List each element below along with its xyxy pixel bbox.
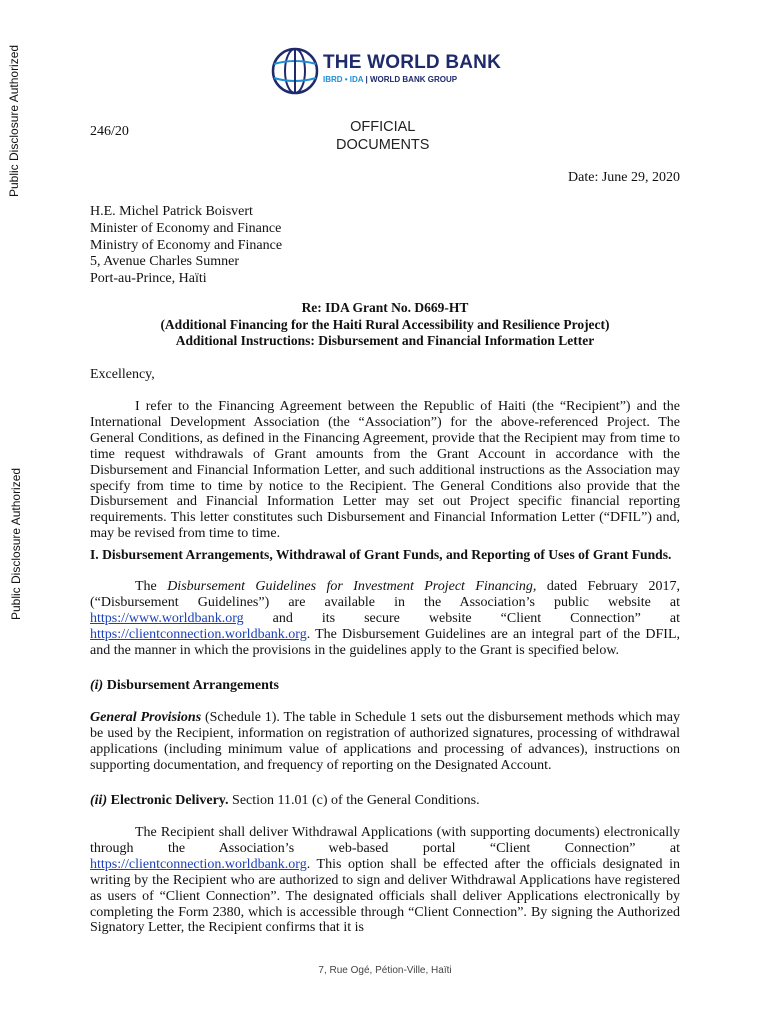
- address-line: Port-au-Prince, Haïti: [90, 271, 207, 287]
- logo-group: | WORLD BANK GROUP: [363, 75, 458, 84]
- intro-paragraph: I refer to the Financing Agreement between the Republic of Haiti (the “Recipient”) and the International Development Association (the “Association”) for the above-referenced Project. The General Conditions, as defined in the Financing Agreement, provide that the Recipient may from time to time request withdrawals of Grant amounts from the Grant Account in accordance with the Disbursement and Financial Information Letter, and such additional instructions as the Association may specify from time to time by notice to the Recipient. The General Conditions also provide that the Disbursement and Financial Information Letter may set out Project specific financial reporting requirements. This letter constitutes such Disbursement and Financial Information Letter (“DFIL”) and, may be revised from time to time.: [90, 399, 680, 542]
- subsection-number: (i): [90, 678, 104, 693]
- subsection-title: Electronic Delivery.: [107, 793, 229, 808]
- general-provisions-title: General Provisions: [90, 710, 202, 725]
- text-run: The: [135, 579, 168, 594]
- text-run: Section 11.01 (c) of the General Conditions.: [228, 793, 480, 808]
- disclosure-label-top: Public Disclosure Authorized: [7, 44, 21, 197]
- world-bank-logo: [270, 46, 510, 96]
- globe-icon: [270, 46, 320, 96]
- official-line: OFFICIAL: [350, 119, 416, 135]
- address-line: Ministry of Economy and Finance: [90, 237, 283, 253]
- address-line: 5, Avenue Charles Sumner: [90, 254, 240, 270]
- text-run: dated February 2017, (“Disbursement Guidelines”) are available in the Association’s public website at: [90, 579, 681, 610]
- recipient-address: [90, 204, 282, 288]
- text-run: . This option shall be effected after the officials designated in writing by the Recipient who are authorized to sign and deliver Withdrawal Applications have registered as users of “Client Connection”. The designated officials shall deliver Applications electronically by completing the Form 2380, which is accessible through “Client Connection”. By signing the Authorized Signatory Letter, the Recipient confirms that it is: [90, 856, 680, 936]
- electronic-delivery-paragraph: [90, 825, 680, 936]
- address-line: Minister of Economy and Finance: [90, 220, 282, 236]
- salutation: Excellency,: [90, 367, 155, 382]
- subsection-number: (ii): [90, 793, 108, 808]
- official-documents-stamp: [336, 118, 429, 154]
- section-heading: I. Disbursement Arrangements, Withdrawal of Grant Funds, and Reporting of Uses of Grant Funds.: [90, 547, 672, 562]
- subject-line: Additional Instructions: Disbursement and Financial Information Letter: [175, 333, 595, 348]
- disclosure-label-middle: Public Disclosure Authorized: [9, 467, 23, 620]
- text-run: (Schedule 1). The table in Schedule 1 sets out the disbursement methods which may be used by the Recipient, information on registration of authorized signatures, processing of withdrawal applications (including minimum value of applications and processing of advances), instructions on supporting documentation, and frequency of reporting on the Designated Account.: [90, 710, 680, 773]
- documents-line: DOCUMENTS: [336, 137, 430, 153]
- address-line: H.E. Michel Patrick Boisvert: [90, 204, 253, 219]
- footer-address: 7, Rue Ogé, Pétion-Ville, Haïti: [318, 965, 452, 976]
- subsection-title: Disbursement Arrangements: [103, 678, 279, 693]
- reference-number: 246/20: [90, 124, 129, 139]
- worldbank-link[interactable]: https://www.worldbank.org: [90, 610, 244, 626]
- text-run: and its secure website “Client Connection” at: [243, 610, 680, 626]
- subject-line: (Additional Financing for the Haiti Rural Accessibility and Resilience Project): [160, 316, 610, 332]
- logo-title: THE WORLD BANK: [323, 52, 502, 73]
- general-provisions-paragraph: [90, 710, 680, 774]
- guidelines-title: Disbursement Guidelines for Investment Project Financing,: [167, 579, 537, 594]
- subject-block: [90, 300, 680, 350]
- guidelines-paragraph: [90, 579, 680, 659]
- letter-date: Date: June 29, 2020: [568, 170, 680, 185]
- clientconnection-link[interactable]: https://clientconnection.worldbank.org: [90, 856, 307, 872]
- text-run: . The Disbursement Guidelines are an integral part of the DFIL, and the manner in which the provisions in the guidelines apply to the Grant is specified below.: [90, 626, 680, 658]
- subject-line: Re: IDA Grant No. D669-HT: [301, 300, 469, 315]
- subsection-heading-i: [90, 678, 680, 694]
- subsection-heading-ii: [90, 793, 680, 809]
- logo-subtitle: [323, 75, 457, 84]
- clientconnection-link[interactable]: https://clientconnection.worldbank.org: [90, 626, 307, 642]
- logo-ibrd: IBRD • IDA: [323, 75, 364, 84]
- text-run: The Recipient shall deliver Withdrawal Applications (with supporting documents) electronically through the Association’s web-based portal “Client Connection” at: [90, 825, 680, 856]
